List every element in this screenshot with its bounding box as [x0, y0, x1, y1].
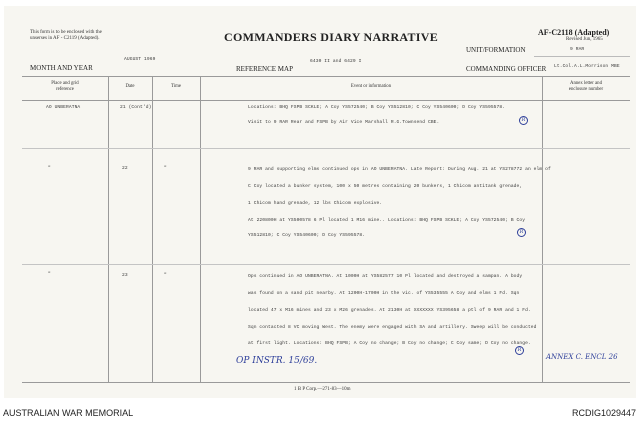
col-header-date: Date — [125, 84, 135, 89]
commanding-officer-value: Lt.Col.A.L.Morrison MBE — [554, 64, 620, 69]
entry-3-time: " — [164, 273, 167, 278]
entry-2-date: 22 — [122, 166, 128, 171]
reference-map-label: REFERENCE MAP — [236, 65, 293, 73]
unit-value: 9 RAR — [570, 47, 585, 52]
entry-3-initial: R — [515, 346, 524, 355]
entry-2-line-4: At 220800H at YS500578 6 Pl located 1 M16 mine.. Locations: BHQ FSPB SCKLE; A Coy YS572540; B Coy — [248, 218, 526, 223]
col-header-place-line-2: reference — [56, 87, 74, 92]
reference-map-value: 6430 II and 6429 I — [310, 59, 362, 64]
col-divider-place — [108, 76, 109, 382]
printer-line: 1 B P Corp.—271-83—10m — [294, 387, 351, 392]
diary-sheet — [4, 6, 636, 398]
table-head-rule — [22, 100, 630, 101]
col-header-time: Time — [171, 84, 181, 89]
entry-2-line-3: 1 Chicom hand grenade, 12 lbs Chicom explosive. — [248, 201, 383, 206]
entry-3-handwritten-op-instr: OP INSTR. 15/69. — [236, 356, 318, 366]
month-year-label: MONTH AND YEAR — [30, 64, 93, 72]
col-header-annex-line-2: enclosure number — [568, 87, 604, 92]
table-bottom-rule — [22, 382, 630, 383]
entry-1-date: 21 (Cont'd) — [120, 105, 152, 110]
entry-2-line-5: YS512810; C Coy YS540600; D Coy YS595578. — [248, 233, 366, 238]
entry-2-separator — [22, 264, 630, 265]
form-id: AF-C2118 (Adapted) — [538, 28, 610, 37]
page-title: COMMANDERS DIARY NARRATIVE — [224, 30, 439, 44]
unit-label: UNIT/FORMATION — [466, 46, 526, 54]
entry-2-line-1: 9 RAR and supporting elms continued ops in AO UNBERATNA. Late Report: During Aug. 21 at YS278772 an elm of — [248, 167, 551, 172]
entry-2-initial: R — [517, 228, 526, 237]
entry-3-line-5: at first light. Locations: BHQ FSPB; A Coy no change; B Coy no change; C Coy same; D Coy no change. — [248, 341, 531, 346]
enclosure-note-line-2: unserses in AF - C2119 (Adapted). — [30, 36, 100, 41]
entry-3-line-3: located 47 x M16 mines and 23 x M26 grenades. At 2130H at XXXXXXX YS395658 a ptl of 9 RAR and 1 Fd. — [248, 308, 531, 313]
entry-2-line-2: C Coy located a bunker system, 100 x 50 metres containing 20 bunkers, 1 Chicom antitank grenade, — [248, 184, 523, 189]
entry-3-line-1: Ops continued in AO UNBERATNA. At 1000H at YS582577 10 Pl located and destroyed a sampan. A body — [248, 274, 523, 279]
entry-3-date: 23 — [122, 273, 128, 278]
footer-institution: AUSTRALIAN WAR MEMORIAL — [3, 408, 134, 418]
col-divider-event — [542, 76, 543, 382]
enclosure-note — [30, 30, 102, 42]
revised-date: Revised Jun, 1965 — [566, 37, 603, 42]
col-header-event: Event or information — [350, 84, 392, 89]
entry-1-line-1: Locations: BHQ FSPB SCKLE; A Coy YS572540; B Coy YS512810; C Coy YS540600; D Coy YS595578. — [248, 105, 506, 110]
commanding-officer-label: COMMANDING OFFICER — [466, 65, 547, 73]
entry-1-place: AO UNBERATNA — [46, 105, 81, 110]
enclosure-note-line-1: This form is to be enclosed with the — [30, 30, 102, 35]
col-header-annex — [542, 81, 630, 93]
col-divider-time — [200, 76, 201, 382]
col-header-annex-line-1: Annex letter and — [570, 81, 602, 86]
month-year-value: AUGUST 1969 — [124, 57, 156, 62]
col-divider-date — [152, 76, 153, 382]
col-header-place-line-1: Place and grid — [51, 81, 79, 86]
entry-1-line-2: Visit to 9 RAR Rear and FSPB by Air Vice Marshall R.G.Townsend CBE. — [248, 120, 440, 125]
unit-underline — [534, 56, 630, 57]
entry-3-place: " — [48, 272, 51, 277]
entry-1-initial: R — [519, 116, 528, 125]
footer-record-id: RCDIG1029447 — [571, 408, 636, 418]
table-top-rule — [22, 76, 630, 77]
col-header-place — [22, 81, 108, 93]
entry-3-annex-note: ANNEX C. ENCL 26 — [546, 353, 618, 361]
entry-3-line-2: was found on a sand pit nearby. At 1200H-1700H in the vic. of YS535555 A Coy and elms 1 Fd. Sqn — [248, 291, 520, 296]
entry-1-separator — [22, 148, 630, 149]
entry-2-time: " — [164, 166, 167, 171]
entry-3-line-4: Sqn contacted 8 VC moving West. The enemy were engaged with SA and artillery. Sweep will be conducted — [248, 325, 537, 330]
entry-2-place: " — [48, 166, 51, 171]
